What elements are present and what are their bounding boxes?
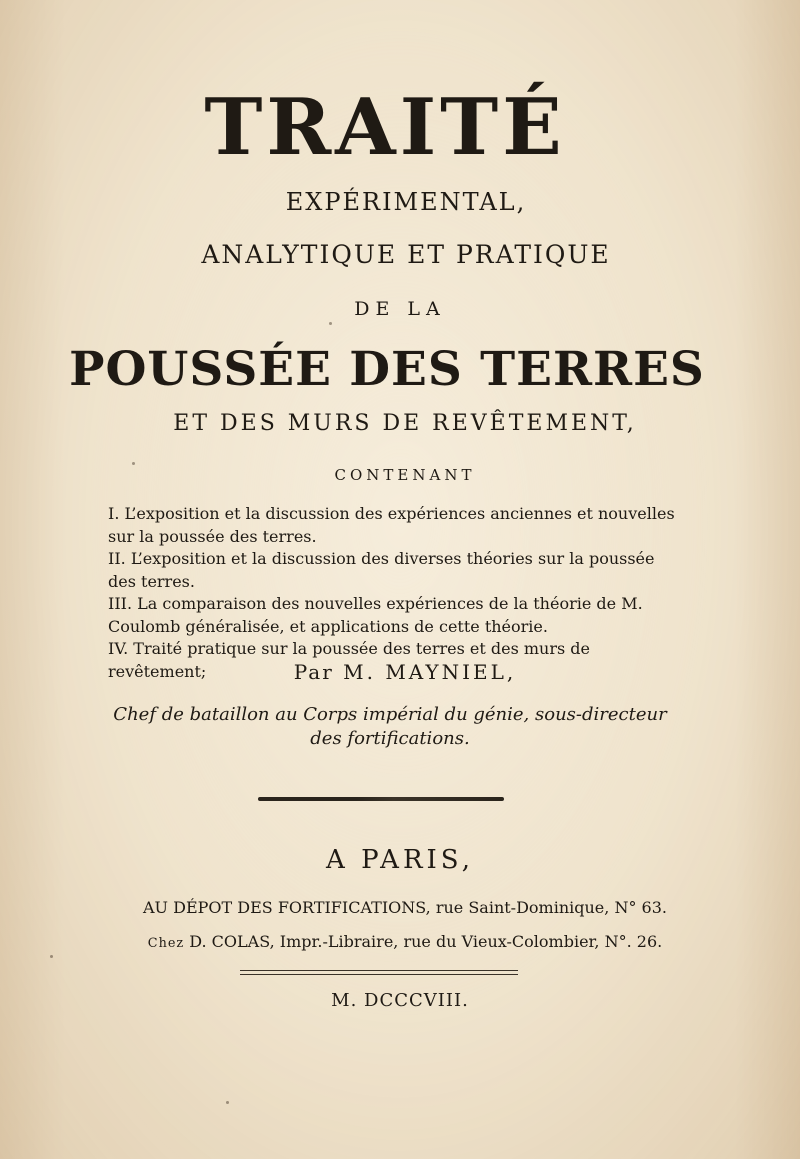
- contents-item: [108, 503, 683, 548]
- paper-speck: [226, 1101, 229, 1104]
- double-rule-bottom: [240, 974, 518, 975]
- double-rule-top: [240, 970, 518, 971]
- contents-heading: CONTENANT: [334, 466, 476, 484]
- contents-item-text: Traité pratique sur la poussée des terres et des murs de revêtement;: [108, 639, 591, 681]
- subtitle-murs: ET DES MURS DE REVÊTEMENT,: [173, 411, 637, 436]
- contents-item: [108, 548, 683, 593]
- subtitle-analytique: ANALYTIQUE ET PRATIQUE: [201, 240, 611, 269]
- author-prefix: Par: [293, 660, 334, 684]
- subtitle-de-la: DE LA: [354, 298, 446, 320]
- contents-item-number: IV.: [108, 639, 129, 658]
- author-role-line-2: des fortifications.: [310, 728, 470, 749]
- imprint-place: A PARIS,: [326, 845, 474, 875]
- book-title: TRAITÉ: [204, 82, 566, 173]
- author-name: M. MAYNIEL,: [343, 660, 517, 684]
- contents-item-number: III.: [108, 594, 133, 613]
- publisher-line-2: [5, 932, 800, 951]
- contents-item: [108, 593, 683, 638]
- contents-item-number: I.: [108, 504, 120, 523]
- contents-item-number: II.: [108, 549, 126, 568]
- contents-item-text: L’exposition et la discussion des expériences anciennes et nouvelles sur la poussée des terres.: [108, 504, 675, 546]
- publisher-prefix: Chez: [147, 936, 185, 951]
- paper-speck: [50, 955, 53, 958]
- paper-speck: [132, 462, 135, 465]
- author-role-line-1: Chef de bataillon au Corps impérial du génie, sous-directeur: [113, 704, 667, 725]
- contents-item-text: L’exposition et la discussion des diverses théories sur la poussée des terres.: [108, 549, 655, 591]
- subtitle-experimental: EXPÉRIMENTAL,: [285, 188, 527, 216]
- publisher-name: D. COLAS, Impr.-Libraire, rue du Vieux-Colombier, N°. 26.: [189, 932, 663, 951]
- ornamental-rule: [258, 797, 504, 801]
- paper-speck: [329, 322, 332, 325]
- author-line: [5, 660, 800, 684]
- imprint-date: M. DCCCVIII.: [331, 990, 469, 1011]
- author-role: [90, 703, 690, 751]
- contents-list: [108, 503, 683, 683]
- subtitle-poussee: POUSSÉE DES TERRES: [69, 342, 705, 397]
- contents-item-text: La comparaison des nouvelles expériences de la théorie de M. Coulomb généralisée, et applications de cette théorie.: [108, 594, 643, 636]
- publisher-line-1: AU DÉPOT DES FORTIFICATIONS, rue Saint-Dominique, N° 63.: [143, 898, 667, 917]
